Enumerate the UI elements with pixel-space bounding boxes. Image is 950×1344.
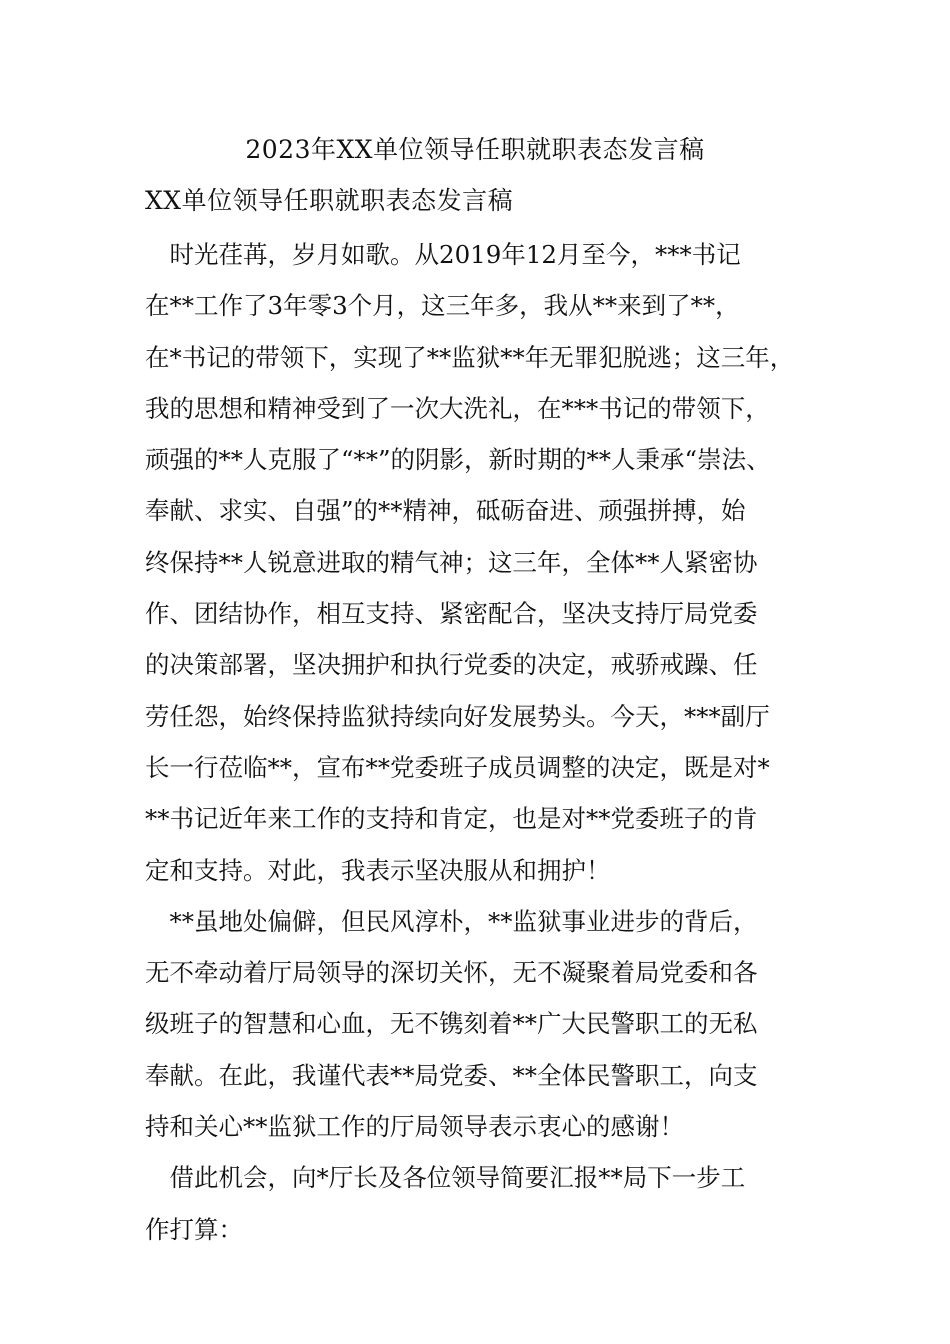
body-line: **书记近年来工作的支持和肯定，也是对**党委班子的肯 bbox=[145, 804, 758, 834]
body-line: 作、团结协作，相互支持、紧密配合，坚决支持厅局党委 bbox=[145, 599, 758, 629]
body-line: 长一行莅临**，宣布**党委班子成员调整的决定，既是对* bbox=[145, 752, 770, 782]
body-line: 无不牵动着厅局领导的深切关怀，无不凝聚着局党委和各 bbox=[145, 958, 758, 988]
body-line: 的决策部署，坚决拥护和执行党委的决定，戒骄戒躁、任 bbox=[145, 650, 758, 680]
body-line: 级班子的智慧和心血，无不镌刻着**广大民警职工的无私 bbox=[145, 1009, 758, 1039]
document-subtitle: XX单位领导任职就职表态发言稿 bbox=[145, 186, 514, 215]
body-line: 我的思想和精神受到了一次大洗礼，在***书记的带领下， bbox=[145, 393, 770, 423]
document-body bbox=[145, 229, 825, 1255]
body-line: 顽强的**人克服了“**”的阴影，新时期的**人秉承“崇法、 bbox=[145, 445, 771, 475]
body-line: 定和支持。对此，我表示坚决服从和拥护！ bbox=[145, 855, 611, 885]
body-line: 在*书记的带领下，实现了**监狱**年无罪犯脱逃；这三年， bbox=[145, 342, 795, 372]
body-line: 时光荏苒，岁月如歌。从2019年12月至今，***书记 bbox=[145, 240, 741, 269]
body-line: 终保持**人锐意进取的精气神；这三年，全体**人紧密协 bbox=[145, 547, 758, 577]
document-title: 2023年XX单位领导任职就职表态发言稿 bbox=[245, 135, 705, 164]
body-line: 借此机会，向*厅长及各位领导简要汇报**局下一步工 bbox=[145, 1163, 746, 1193]
body-line: 在**工作了3年零3个月，这三年多，我从**来到了**， bbox=[145, 291, 740, 321]
body-line: 劳任怨，始终保持监狱持续向好发展势头。今天，***副厅 bbox=[145, 701, 770, 731]
body-line: **虽地处偏僻，但民风淳朴，**监狱事业进步的背后， bbox=[145, 906, 758, 936]
body-line: 作打算： bbox=[145, 1214, 243, 1244]
body-line: 持和关心**监狱工作的厅局领导表示衷心的感谢！ bbox=[145, 1112, 684, 1142]
body-line: 奉献。在此，我谨代表**局党委、**全体民警职工，向支 bbox=[145, 1060, 758, 1090]
body-line: 奉献、求实、自强”的**精神，砥砺奋进、顽强拼搏，始 bbox=[145, 496, 746, 526]
